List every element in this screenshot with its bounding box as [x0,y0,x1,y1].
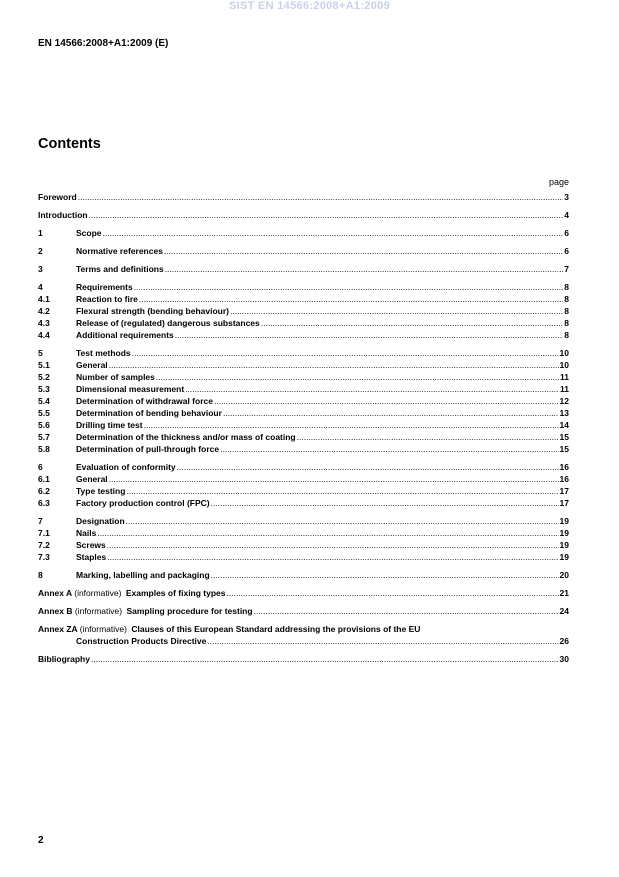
dot-leader [175,329,564,341]
toc-entry[interactable] [38,359,569,371]
toc-entry-number: 1 [38,228,43,238]
toc-entry[interactable] [38,305,569,317]
toc-entry-title: Drilling time test [76,420,143,430]
toc-entry[interactable] [38,473,569,485]
toc-entry-page: 7 [564,264,569,274]
dot-leader [177,461,559,473]
dot-leader [107,539,559,551]
toc-entry-page: 8 [564,330,569,340]
toc-entry-title: Designation [76,516,125,526]
toc-entry-page: 19 [559,552,569,562]
toc-entry-page: 16 [559,462,569,472]
toc-entry-number: 7.1 [38,528,50,538]
dot-leader [132,347,559,359]
toc-entry-number: 4 [38,282,43,292]
annex-za-page: 26 [559,636,569,646]
toc-entry-page: 8 [564,318,569,328]
toc-entry-number: 6 [38,462,43,472]
dot-leader [144,419,559,431]
dot-leader [103,227,564,239]
dot-leader [134,281,564,293]
toc-entry[interactable] [38,485,569,497]
toc-entry-page: 17 [559,498,569,508]
toc-entry-title: General [76,360,108,370]
dot-leader [91,653,559,665]
toc-entry[interactable] [38,551,569,563]
dot-leader [126,485,558,497]
toc-entry-number: 4.3 [38,318,50,328]
toc-entry-page: 10 [559,348,569,358]
annex-a-title: Examples of fixing types [125,588,226,598]
toc-entry-number: 7.2 [38,540,50,550]
annex-a-label: Annex A [38,588,72,598]
annex-za-label: Annex ZA [38,624,78,634]
dot-leader [97,527,558,539]
dot-leader [109,359,559,371]
page-number: 2 [38,835,44,846]
toc-entry-page: 19 [559,528,569,538]
toc-entry-page: 16 [559,474,569,484]
toc-entry[interactable] [38,227,569,239]
toc-entry-title: Additional requirements [76,330,174,340]
toc-entry-number: 6.3 [38,498,50,508]
toc-entry[interactable] [38,245,569,257]
toc-entry[interactable] [38,443,569,455]
annex-a-page: 21 [559,588,569,598]
toc-entry-number: 5.4 [38,396,50,406]
toc-entry-title: Introduction [38,210,88,220]
toc-entry-title: Flexural strength (bending behaviour) [76,306,230,316]
dot-leader [261,317,564,329]
toc-entries [38,191,569,581]
toc-entry-number: 6.2 [38,486,50,496]
toc-entry-title: Determination of bending behaviour [76,408,222,418]
toc-entry[interactable] [38,209,569,221]
contents-heading: Contents [38,136,101,152]
toc-entry-number: 5.5 [38,408,50,418]
dot-leader [230,305,563,317]
page-column-label: page [548,177,569,187]
annex-b-label: Annex B [38,606,73,616]
watermark: SIST EN 14566:2008+A1:2009 [229,0,390,12]
document-header: EN 14566:2008+A1:2009 (E) [38,38,169,49]
toc-entry[interactable] [38,191,569,203]
toc-entry-title: Determination of the thickness and/or mass of coating [76,432,296,442]
dot-leader [109,473,559,485]
annex-za-title-line2: Construction Products Directive [76,636,207,646]
toc-entry-number: 5.6 [38,420,50,430]
toc-entry-page: 6 [564,246,569,256]
annex-b-informative: (informative) [74,606,123,616]
toc-entry[interactable] [38,281,569,293]
toc-entry-title: Nails [76,528,97,538]
toc-entry-number: 7.3 [38,552,50,562]
dot-leader [89,209,564,221]
toc-entry-number: 5.1 [38,360,50,370]
dot-leader [78,191,564,203]
dot-leader [223,407,559,419]
toc-entry-page: 14 [559,420,569,430]
toc-entry-page: 13 [559,408,569,418]
toc-entry-title: Requirements [76,282,133,292]
toc-entry[interactable] [38,569,569,581]
toc-entry-title: Evaluation of conformity [76,462,176,472]
toc-entry-title: Normative references [76,246,163,256]
toc-entry[interactable] [38,317,569,329]
toc-entry-title: Factory production control (FPC) [76,498,210,508]
toc-entry-number: 4.4 [38,330,50,340]
toc-entry[interactable] [38,347,569,359]
dot-leader [139,293,563,305]
toc-entry-title: Dimensional measurement [76,384,185,394]
toc-entry-number: 5 [38,348,43,358]
toc-entry-title: Scope [76,228,102,238]
dot-leader [211,569,559,581]
toc-annex-a[interactable] [38,587,569,599]
dot-leader [126,515,559,527]
toc-entry-page: 6 [564,228,569,238]
toc-entry-number: 5.8 [38,444,50,454]
toc-entry-number: 3 [38,264,43,274]
toc-entry-title: Release of (regulated) dangerous substances [76,318,260,328]
bibliography-title: Bibliography [38,654,90,664]
dot-leader [164,245,563,257]
table-of-contents [38,191,569,665]
toc-annex-b[interactable] [38,605,569,617]
annex-za-informative: (informative) [79,624,127,634]
toc-entry-number: 5.7 [38,432,50,442]
toc-entry[interactable] [38,419,569,431]
toc-entry-page: 8 [564,294,569,304]
annex-za-title-line1: Clauses of this European Standard addressing the provisions of the EU [131,624,421,634]
toc-entry[interactable] [38,515,569,527]
toc-entry-page: 10 [559,360,569,370]
toc-entry-number: 4.2 [38,306,50,316]
toc-entry-number: 7 [38,516,43,526]
toc-entry[interactable] [38,431,569,443]
toc-entry-number: 6.1 [38,474,50,484]
dot-leader [107,551,558,563]
toc-entry[interactable] [38,383,569,395]
dot-leader [227,587,559,599]
toc-annex-za[interactable] [38,623,569,647]
toc-entry-page: 19 [559,516,569,526]
dot-leader [297,431,559,443]
toc-entry-page: 4 [564,210,569,220]
toc-bibliography[interactable] [38,653,569,665]
toc-entry[interactable] [38,395,569,407]
toc-entry-title: Determination of withdrawal force [76,396,213,406]
toc-entry-page: 19 [559,540,569,550]
toc-entry[interactable] [38,527,569,539]
dot-leader [185,383,559,395]
toc-entry[interactable] [38,329,569,341]
toc-entry-number: 4.1 [38,294,50,304]
toc-entry-number: 5.2 [38,372,50,382]
toc-entry-page: 8 [564,282,569,292]
dot-leader [165,263,564,275]
toc-entry-title: Determination of pull-through force [76,444,220,454]
toc-entry-page: 3 [564,192,569,202]
toc-entry-page: 17 [559,486,569,496]
toc-entry-number: 8 [38,570,43,580]
toc-entry[interactable] [38,293,569,305]
dot-leader [254,605,559,617]
toc-entry-page: 15 [559,444,569,454]
toc-entry[interactable] [38,461,569,473]
annex-b-title: Sampling procedure for testing [126,606,253,616]
dot-leader [220,443,558,455]
toc-entry-page: 20 [559,570,569,580]
dot-leader [211,497,559,509]
toc-entry[interactable] [38,539,569,551]
toc-entry-page: 12 [559,396,569,406]
annex-a-informative: (informative) [74,588,122,598]
bibliography-page: 30 [559,654,569,664]
annex-b-page: 24 [559,606,569,616]
toc-entry-title: Number of samples [76,372,155,382]
toc-entry-title: Marking, labelling and packaging [76,570,210,580]
toc-entry-title: Type testing [76,486,126,496]
toc-entry[interactable] [38,263,569,275]
dot-leader [156,371,559,383]
dot-leader [214,395,559,407]
toc-entry-title: Screws [76,540,106,550]
toc-entry-title: Foreword [38,192,77,202]
toc-entry-title: General [76,474,108,484]
toc-entry-page: 11 [560,384,569,394]
toc-entry[interactable] [38,407,569,419]
toc-entry-page: 15 [559,432,569,442]
toc-entry-number: 5.3 [38,384,50,394]
toc-entry-title: Reaction to fire [76,294,138,304]
toc-entry-title: Staples [76,552,107,562]
toc-entry-page: 8 [564,306,569,316]
toc-entry-number: 2 [38,246,43,256]
toc-entry[interactable] [38,371,569,383]
dot-leader [207,635,558,647]
toc-entry-title: Test methods [76,348,131,358]
toc-entry-page: 11 [560,372,569,382]
toc-entry[interactable] [38,497,569,509]
toc-entry-title: Terms and definitions [76,264,164,274]
